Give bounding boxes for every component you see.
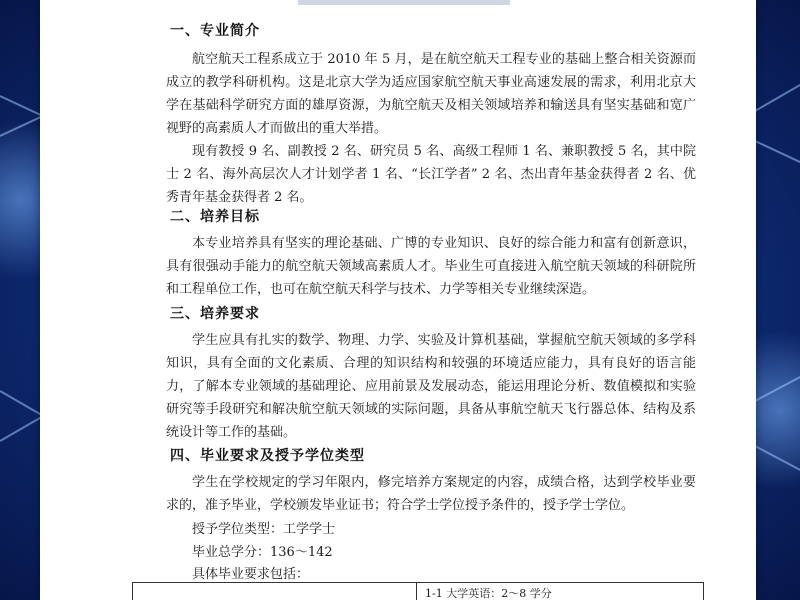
intro-paragraph-2: 现有教授 9 名、副教授 2 名、研究员 5 名、高级工程师 1 名、兼职教授 5 名，其中院士 2 名、海外高层次人才计划学者 1 名、“长江学者” 2 名、杰出青年基金获得者 2 名、优秀青年基金获得者 2 名。 xyxy=(166,144,696,205)
requirements-paragraph: 学生应具有扎实的数学、物理、力学、实验及计算机基础，掌握航空航天领域的多学科知识，具有全面的文化素质、合理的知识结构和较强的环境适应能力，具有良好的语言能力，了解本专业领域的基础理论、应用前景及发展动态，能运用理论分析、数值模拟和实验研究等手段研究和解决航空航天领域的实际问题，具备从事航空航天飞行器总体、结构及系统设计等工作的基础。 xyxy=(166,333,696,440)
requirements-intro-line: 具体毕业要求包括： xyxy=(192,567,310,582)
intro-paragraph-1: 航空航天工程系成立于 2010 年 5 月，是在航空航天工程专业的基础上整合相关资源而成立的教学科研机构。这是北京大学为适应国家航空航天事业高速发展的需求，利用北京大学在基础科学研究方面的雄厚资源，为航空航天及相关领域培养和输送具有坚实基础和宽广视野的高素质人才而做出的重大举措。 xyxy=(166,52,696,136)
table-column-divider xyxy=(416,583,417,600)
background-line xyxy=(755,140,800,167)
section-heading-graduation: 四、毕业要求及授予学位类型 xyxy=(170,448,365,464)
goals-paragraph: 本专业培养具有坚实的理论基础、广博的专业知识、良好的综合能力和富有创新意识，具有很强动手能力的航空航天领域高素质人才。毕业生可直接进入航空航天领域的科研院所和工程单位工作，也可在航空航天科学与技术、力学等相关专业继续深造。 xyxy=(166,236,696,297)
table-cell-english: 1-1 大学英语：2～8 学分 xyxy=(425,587,552,600)
page-title-band xyxy=(298,0,510,5)
section-heading-goals: 二、培养目标 xyxy=(170,209,260,225)
section-heading-requirements: 三、培养要求 xyxy=(170,306,260,322)
requirements-table xyxy=(132,582,704,600)
background-line xyxy=(755,80,800,112)
document-page xyxy=(40,0,756,600)
section-heading-intro: 一、专业简介 xyxy=(170,23,260,39)
graduation-paragraph: 学生在学校规定的学习年限内，修完培养方案规定的内容，成绩合格，达到学校毕业要求的，准予毕业，学校颁发毕业证书；符合学士学位授予条件的，授予学士学位。 xyxy=(166,475,696,513)
total-credits-line: 毕业总学分：136～142 xyxy=(192,545,333,560)
degree-type-line: 授予学位类型：工学学士 xyxy=(192,522,336,537)
